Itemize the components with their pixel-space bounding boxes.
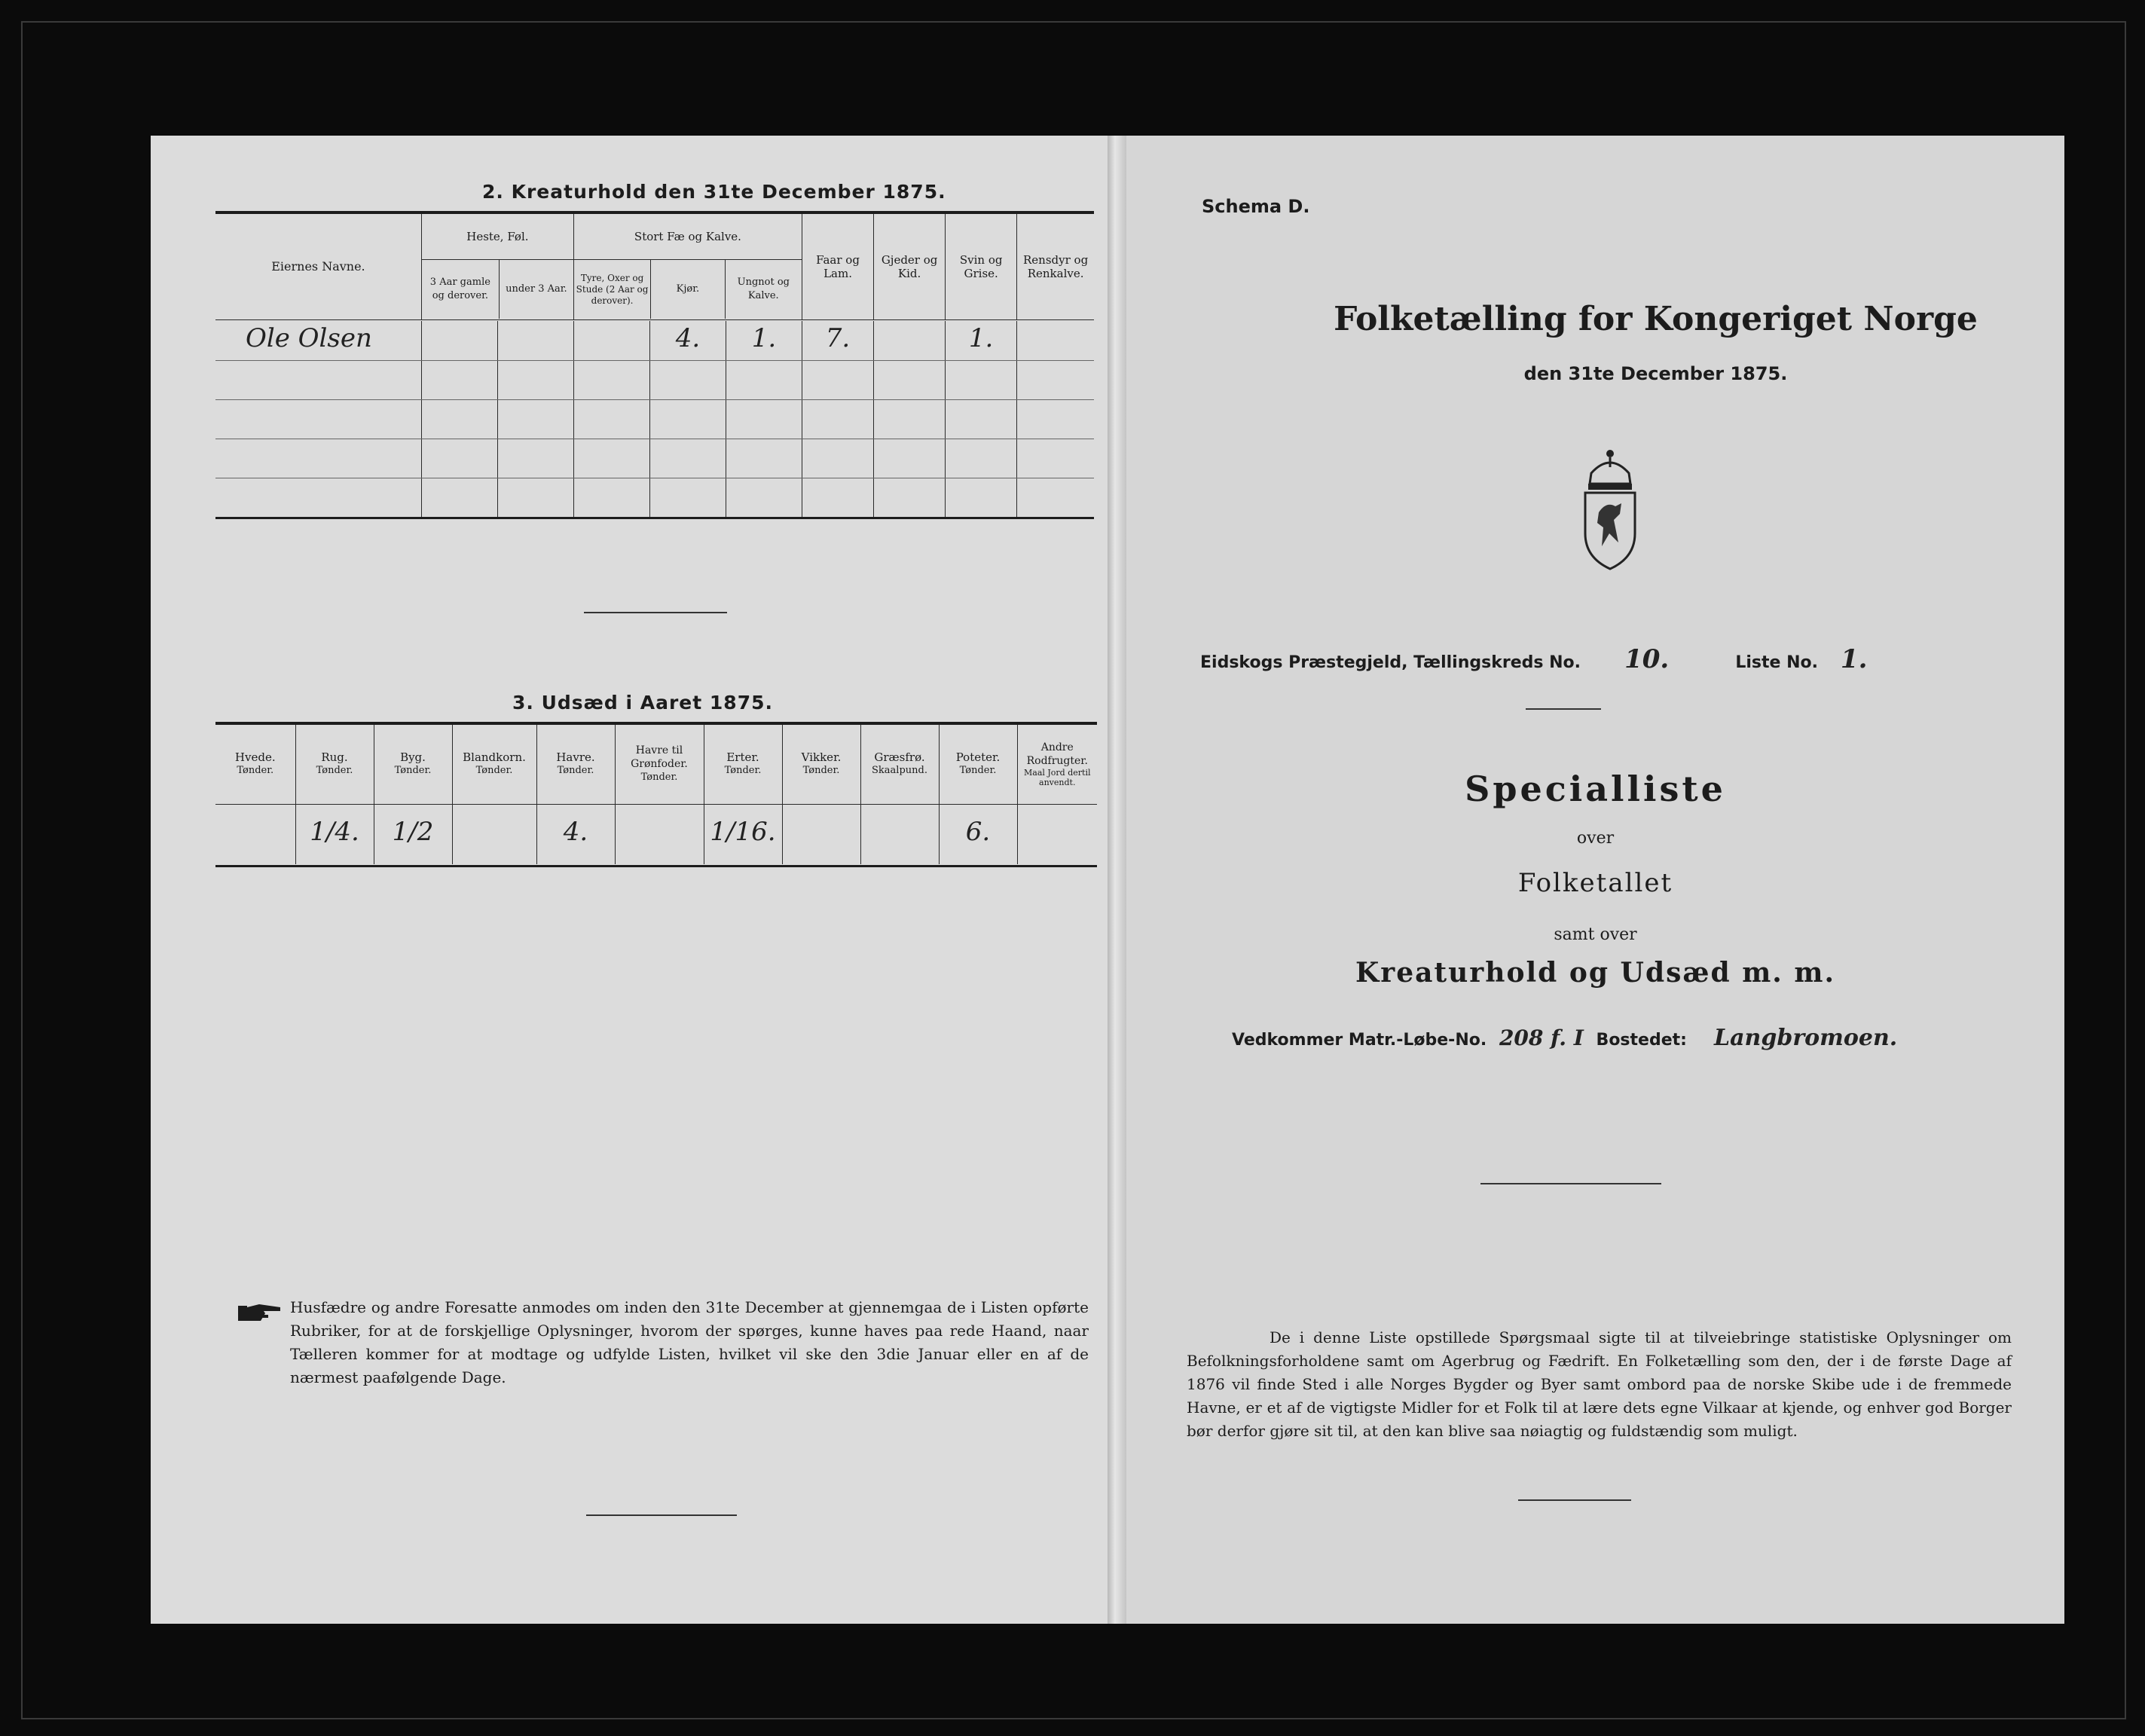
divider-4 [1480,1183,1661,1184]
bosted-label: Bostedet: [1596,1031,1687,1050]
matr-number: 208 f. I [1499,1025,1584,1050]
left-page [151,136,1108,1624]
owner-cell [215,321,421,360]
sowing-col-unit: Tønder. [237,765,274,777]
kreaturhold-heading: Kreaturhold og Udsæd m. m. [1355,957,1835,989]
horses-header-group [421,214,573,319]
pointing-hand-icon [237,1300,283,1325]
livestock-header-row [215,214,1094,319]
livestock-table [215,214,1094,320]
livestock-row-4 [215,439,1094,478]
sowing-col-name: Andre Rodfrugter. [1026,741,1088,768]
section2-bottom-rule [215,517,1094,519]
sowing-col-name: Havre til Grønfoder. [631,744,688,771]
sowing-col-name: Græsfrø. [874,750,925,765]
bulls-header: Tyre, Oxer og Stude (2 Aar og derover). [574,260,651,319]
divider-2 [586,1514,737,1516]
section3-title: 3. Udsæd i Aaret 1875. [512,692,773,714]
cows-header: Kjør. [651,260,725,319]
cows-value: 4. [675,322,701,353]
sowing-col-unit: Tønder. [394,765,432,777]
livestock-row-2 [215,360,1094,399]
samt-over-text: samt over [1554,925,1637,944]
sowing-col-unit: Maal Jord dertil anvendt. [1024,768,1091,788]
livestock-body [215,321,1094,517]
divider-3 [1526,708,1601,710]
divider-1 [584,612,727,613]
reindeer-header: Rensdyr og Renkalve. [1017,214,1094,319]
sowing-col-name: Blandkorn. [463,750,526,765]
young-cattle-value: 1. [751,322,777,353]
over-text-1: over [1576,829,1615,848]
divider-5 [1518,1499,1631,1501]
instruction-note: Husfædre og andre Foresatte anmodes om inden den 31te December at gjennemgaa de i Listen opførte Rubriker, for at de forskjellige Oplysninger, hvorom der spørges, kunne haves paa rede Haand, naar Tælleren kommer for at modtage og udfylde Listen, hvilket vil ske den 3die Januar eller en af de nærmest paafølgende Dage. [290,1298,1089,1386]
horses-young-header: under 3 Aar. [506,283,567,295]
explanatory-paragraph: De i denne Liste opstillede Spørgsmaal sigte til at tilveiebringe statistiske Oplysninger om Befolkningsforholdene samt om Agerbrug og Fædrift. En Folketælling som den, der i de første Dage af 1876 vil finde Sted i alle Norges Bygder og Byer samt ombord paa de norske Skibe ude i de fremmede Havne, er et af de vigtigste Midler for et Folk til at lære dets egne Vilkaar at kjende, og enhver god Borger bør derfor gjøre sit til, at den kan blive saa nøiagtig og fuldstændig som muligt. [1187,1328,2012,1440]
section3-bottom-rule [215,865,1097,867]
sowing-col-name: Havre. [556,750,595,765]
horses-header: Heste, Føl. [422,214,573,260]
sowing-col-unit: Tønder. [802,765,840,777]
goats-header: Gjeder og Kid. [874,214,946,319]
sowing-value: 1/2 [392,817,434,848]
sowing-col-name: Vikker. [801,750,842,765]
sowing-col-name: Rug. [321,750,348,765]
bosted-value: Langbromoen. [1714,1025,1898,1051]
horses-old-header: 3 Aar gamle og derover. [422,260,500,319]
cattle-header-group [573,214,802,319]
sowing-col-unit: Tønder. [557,765,594,777]
section2-title: 2. Kreaturhold den 31te December 1875. [482,181,946,203]
sowing-value-row [215,804,1097,864]
owner-name: Ole Olsen [246,322,372,353]
sowing-col-name: Erter. [726,750,759,765]
parish-line [1200,644,2029,674]
sowing-col-unit: Tønder. [724,765,762,777]
matr-label: Vedkommer Matr.-Løbe-No. [1232,1031,1487,1050]
sowing-col-name: Hvede. [234,750,276,765]
sowing-col-unit: Tønder. [316,765,353,777]
sowing-header-row [215,725,1097,804]
pigs-header: Svin og Grise. [946,214,1017,319]
livestock-row-5 [215,478,1094,517]
sowing-value: 1/16. [710,817,776,848]
livestock-row-3 [215,399,1094,439]
sowing-col-name: Poteter. [955,750,1001,765]
sowing-value: 6. [965,817,991,848]
coat-of-arms-icon [1576,445,1644,573]
young-cattle-header: Ungnot og Kalve. [737,277,790,302]
sowing-value: 1/4. [310,817,359,848]
owner-header: Eiernes Navne. [215,214,421,319]
cattle-header: Stort Fæ og Kalve. [574,214,802,260]
census-title: Folketælling for Kongeriget Norge [1334,300,1978,338]
right-page [1126,136,2064,1624]
livestock-row-1 [215,321,1094,360]
sowing-col-name: Byg. [400,750,426,765]
property-line [1232,1025,2030,1051]
sheep-value: 7. [825,322,851,353]
census-sheet [151,136,2064,1624]
folketallet-heading: Folketallet [1517,868,1673,898]
district-number: 10. [1624,644,1670,674]
book-gutter [1108,136,1126,1624]
sowing-col-unit: Tønder. [640,772,678,784]
list-number: 1. [1840,644,1868,674]
sowing-col-unit: Tønder. [959,765,997,777]
specialliste-heading: Specialliste [1465,769,1726,809]
pigs-value: 1. [968,322,994,353]
sowing-value: 4. [563,817,588,848]
sowing-col-unit: Tønder. [475,765,513,777]
schema-label: Schema D. [1202,196,1310,217]
parish-label: Eidskogs Præstegjeld, Tællingskreds No. [1200,653,1581,672]
sowing-table [215,725,1097,864]
sowing-col-unit: Skaalpund. [872,765,927,777]
sheep-header: Faar og Lam. [802,214,873,319]
census-date: den 31te December 1875. [1523,363,1788,384]
list-label: Liste No. [1735,653,1818,672]
